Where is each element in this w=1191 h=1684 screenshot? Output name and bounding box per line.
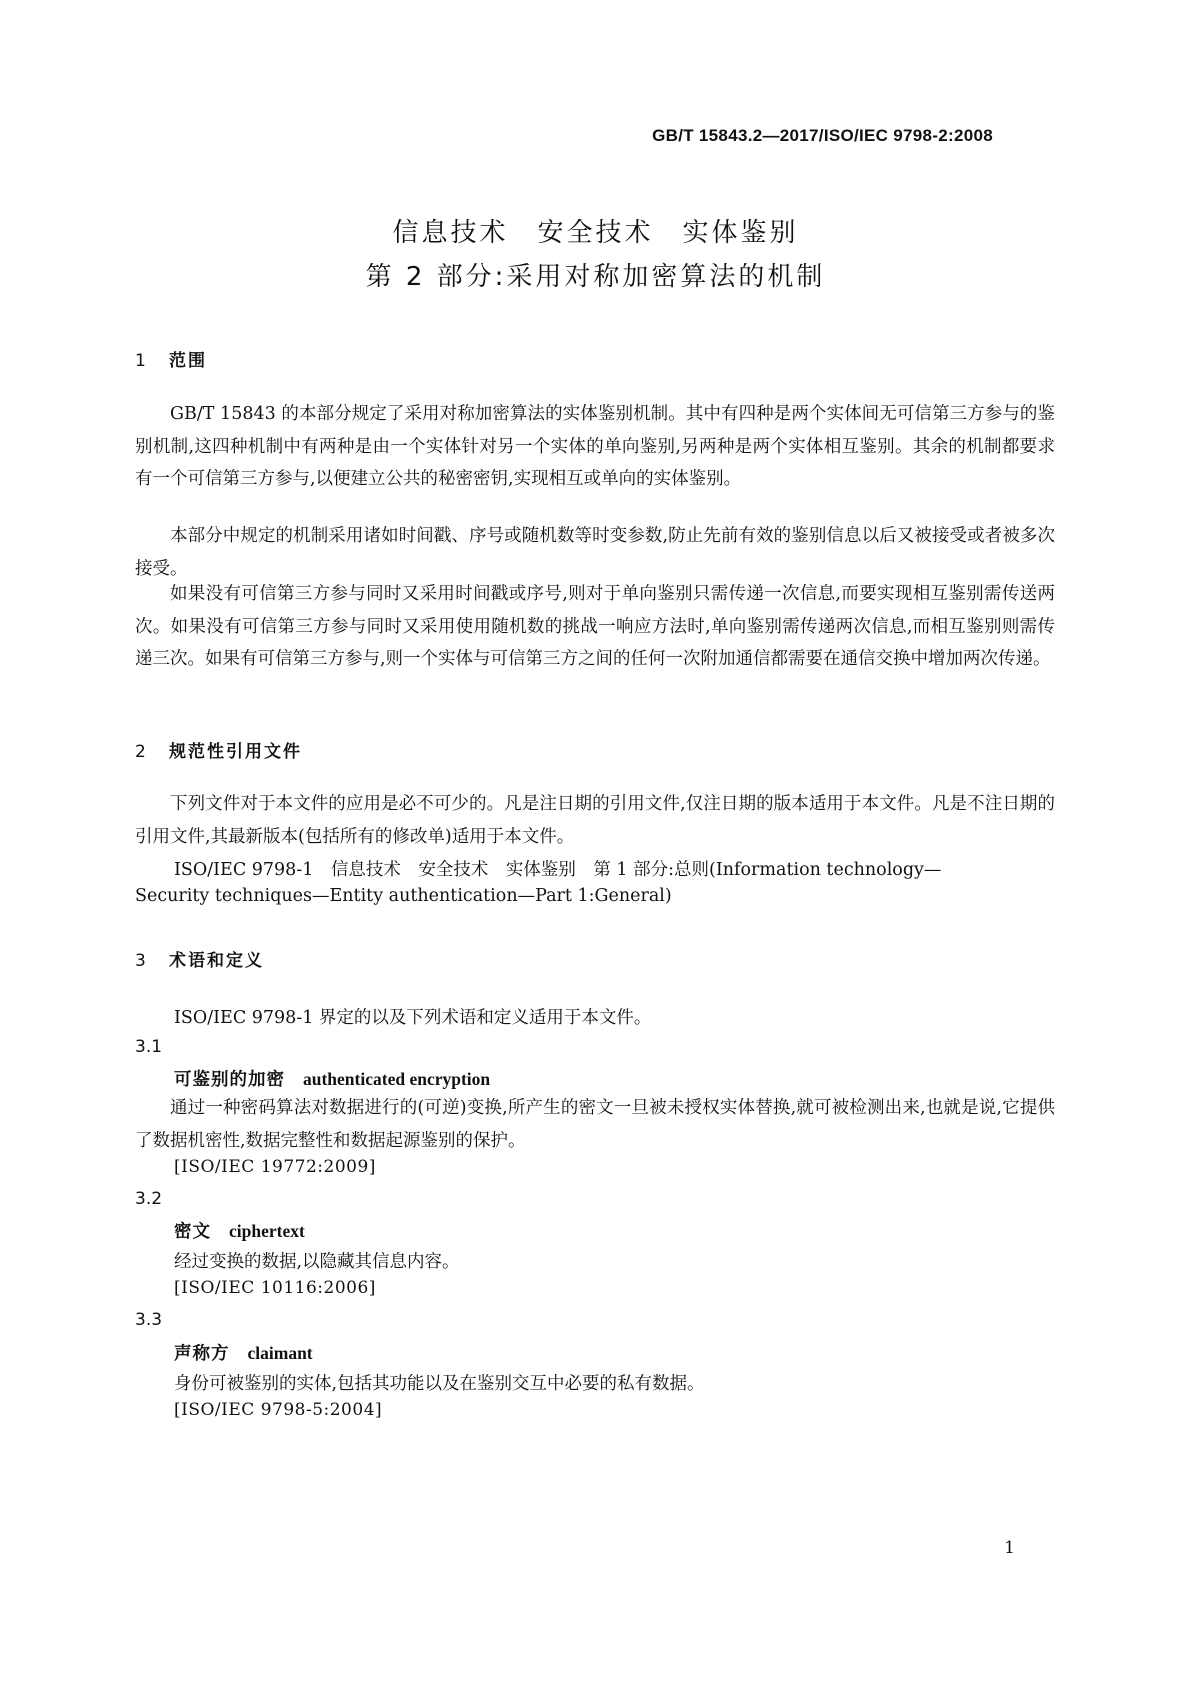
section-number: 3 xyxy=(135,951,146,971)
normative-refs-intro: 下列文件对于本文件的应用是必不可少的。凡是注日期的引用文件,仅注日期的版本适用于本文件。凡是不注日期的引用文件,其最新版本(包括所有的修改单)适用于本文件。 xyxy=(135,794,1055,847)
section-heading-normative-references xyxy=(135,737,302,762)
scope-paragraph-3: 如果没有可信第三方参与同时又采用时间戳或序号,则对于单向鉴别只需传递一次信息,而要实现相互鉴别需传送两次。如果没有可信第三方参与同时又采用使用随机数的挑战一响应方法时,单向鉴别需传递两次信息,而相互鉴别则需传递三次。如果有可信第三方参与,则一个实体与可信第三方之间的任何一次附加通信都需要在通信交换中增加两次传递。 xyxy=(135,584,1055,669)
scope-paragraph-1: GB/T 15843 的本部分规定了采用对称加密算法的实体鉴别机制。其中有四种是两个实体间无可信第三方参与的鉴别机制,这四种机制中有两种是由一个实体针对另一个实体的单向鉴别,另两种是两个实体相互鉴别。其余的机制都要求有一个可信第三方参与,以便建立公共的秘密密钥,实现相互或单向的实体鉴别。 xyxy=(135,404,1055,489)
normative-ref-entry-line2: Security techniques—Entity authentication—Part 1:General) xyxy=(135,886,672,906)
term-en: authenticated encryption xyxy=(303,1069,491,1089)
terms-intro: ISO/IEC 9798-1 界定的以及下列术语和定义适用于本文件。 xyxy=(174,1008,652,1028)
scope-paragraph-2: 本部分中规定的机制采用诸如时间戳、序号或随机数等时变参数,防止先前有效的鉴别信息以后又被接受或者被多次接受。 xyxy=(135,526,1055,579)
term-title xyxy=(174,1066,490,1091)
standard-number: GB/T 15843.2—2017/ISO/IEC 9798-2:2008 xyxy=(652,126,993,145)
term-source: [ISO/IEC 10116:2006] xyxy=(174,1278,376,1298)
section-heading-terms xyxy=(135,946,264,971)
term-en: ciphertext xyxy=(229,1221,305,1241)
document-title-line1: 信息技术 安全技术 实体鉴别 xyxy=(392,218,799,248)
term-definition: 通过一种密码算法对数据进行的(可逆)变换,所产生的密文一旦被未授权实体替换,就可被检测出来,也就是说,它提供了数据机密性,数据完整性和数据起源鉴别的保护。 xyxy=(135,1098,1055,1151)
page-number: 1 xyxy=(1004,1538,1015,1558)
term-definition: 经过变换的数据,以隐藏其信息内容。 xyxy=(174,1252,460,1272)
section-title: 术语和定义 xyxy=(169,951,264,971)
term-en: claimant xyxy=(247,1343,313,1363)
term-number: 3.2 xyxy=(135,1189,163,1209)
term-zh: 声称方 xyxy=(174,1344,230,1364)
section-number: 1 xyxy=(135,351,146,371)
term-number: 3.3 xyxy=(135,1310,163,1330)
term-source: [ISO/IEC 9798-5:2004] xyxy=(174,1400,383,1420)
term-source: [ISO/IEC 19772:2009] xyxy=(174,1157,376,1177)
section-number: 2 xyxy=(135,742,146,762)
term-zh: 可鉴别的加密 xyxy=(174,1070,285,1090)
section-title: 规范性引用文件 xyxy=(169,742,302,762)
term-zh: 密文 xyxy=(174,1222,211,1242)
term-title xyxy=(174,1218,305,1243)
term-definition: 身份可被鉴别的实体,包括其功能以及在鉴别交互中必要的私有数据。 xyxy=(174,1374,705,1394)
document-title-line2: 第 2 部分:采用对称加密算法的机制 xyxy=(365,262,826,292)
section-heading-scope xyxy=(135,346,207,371)
section-title: 范围 xyxy=(169,351,207,371)
term-title xyxy=(174,1340,313,1365)
normative-ref-entry-line1: ISO/IEC 9798-1 信息技术 安全技术 实体鉴别 第 1 部分:总则(Information technology— xyxy=(174,860,942,880)
term-number: 3.1 xyxy=(135,1037,163,1057)
